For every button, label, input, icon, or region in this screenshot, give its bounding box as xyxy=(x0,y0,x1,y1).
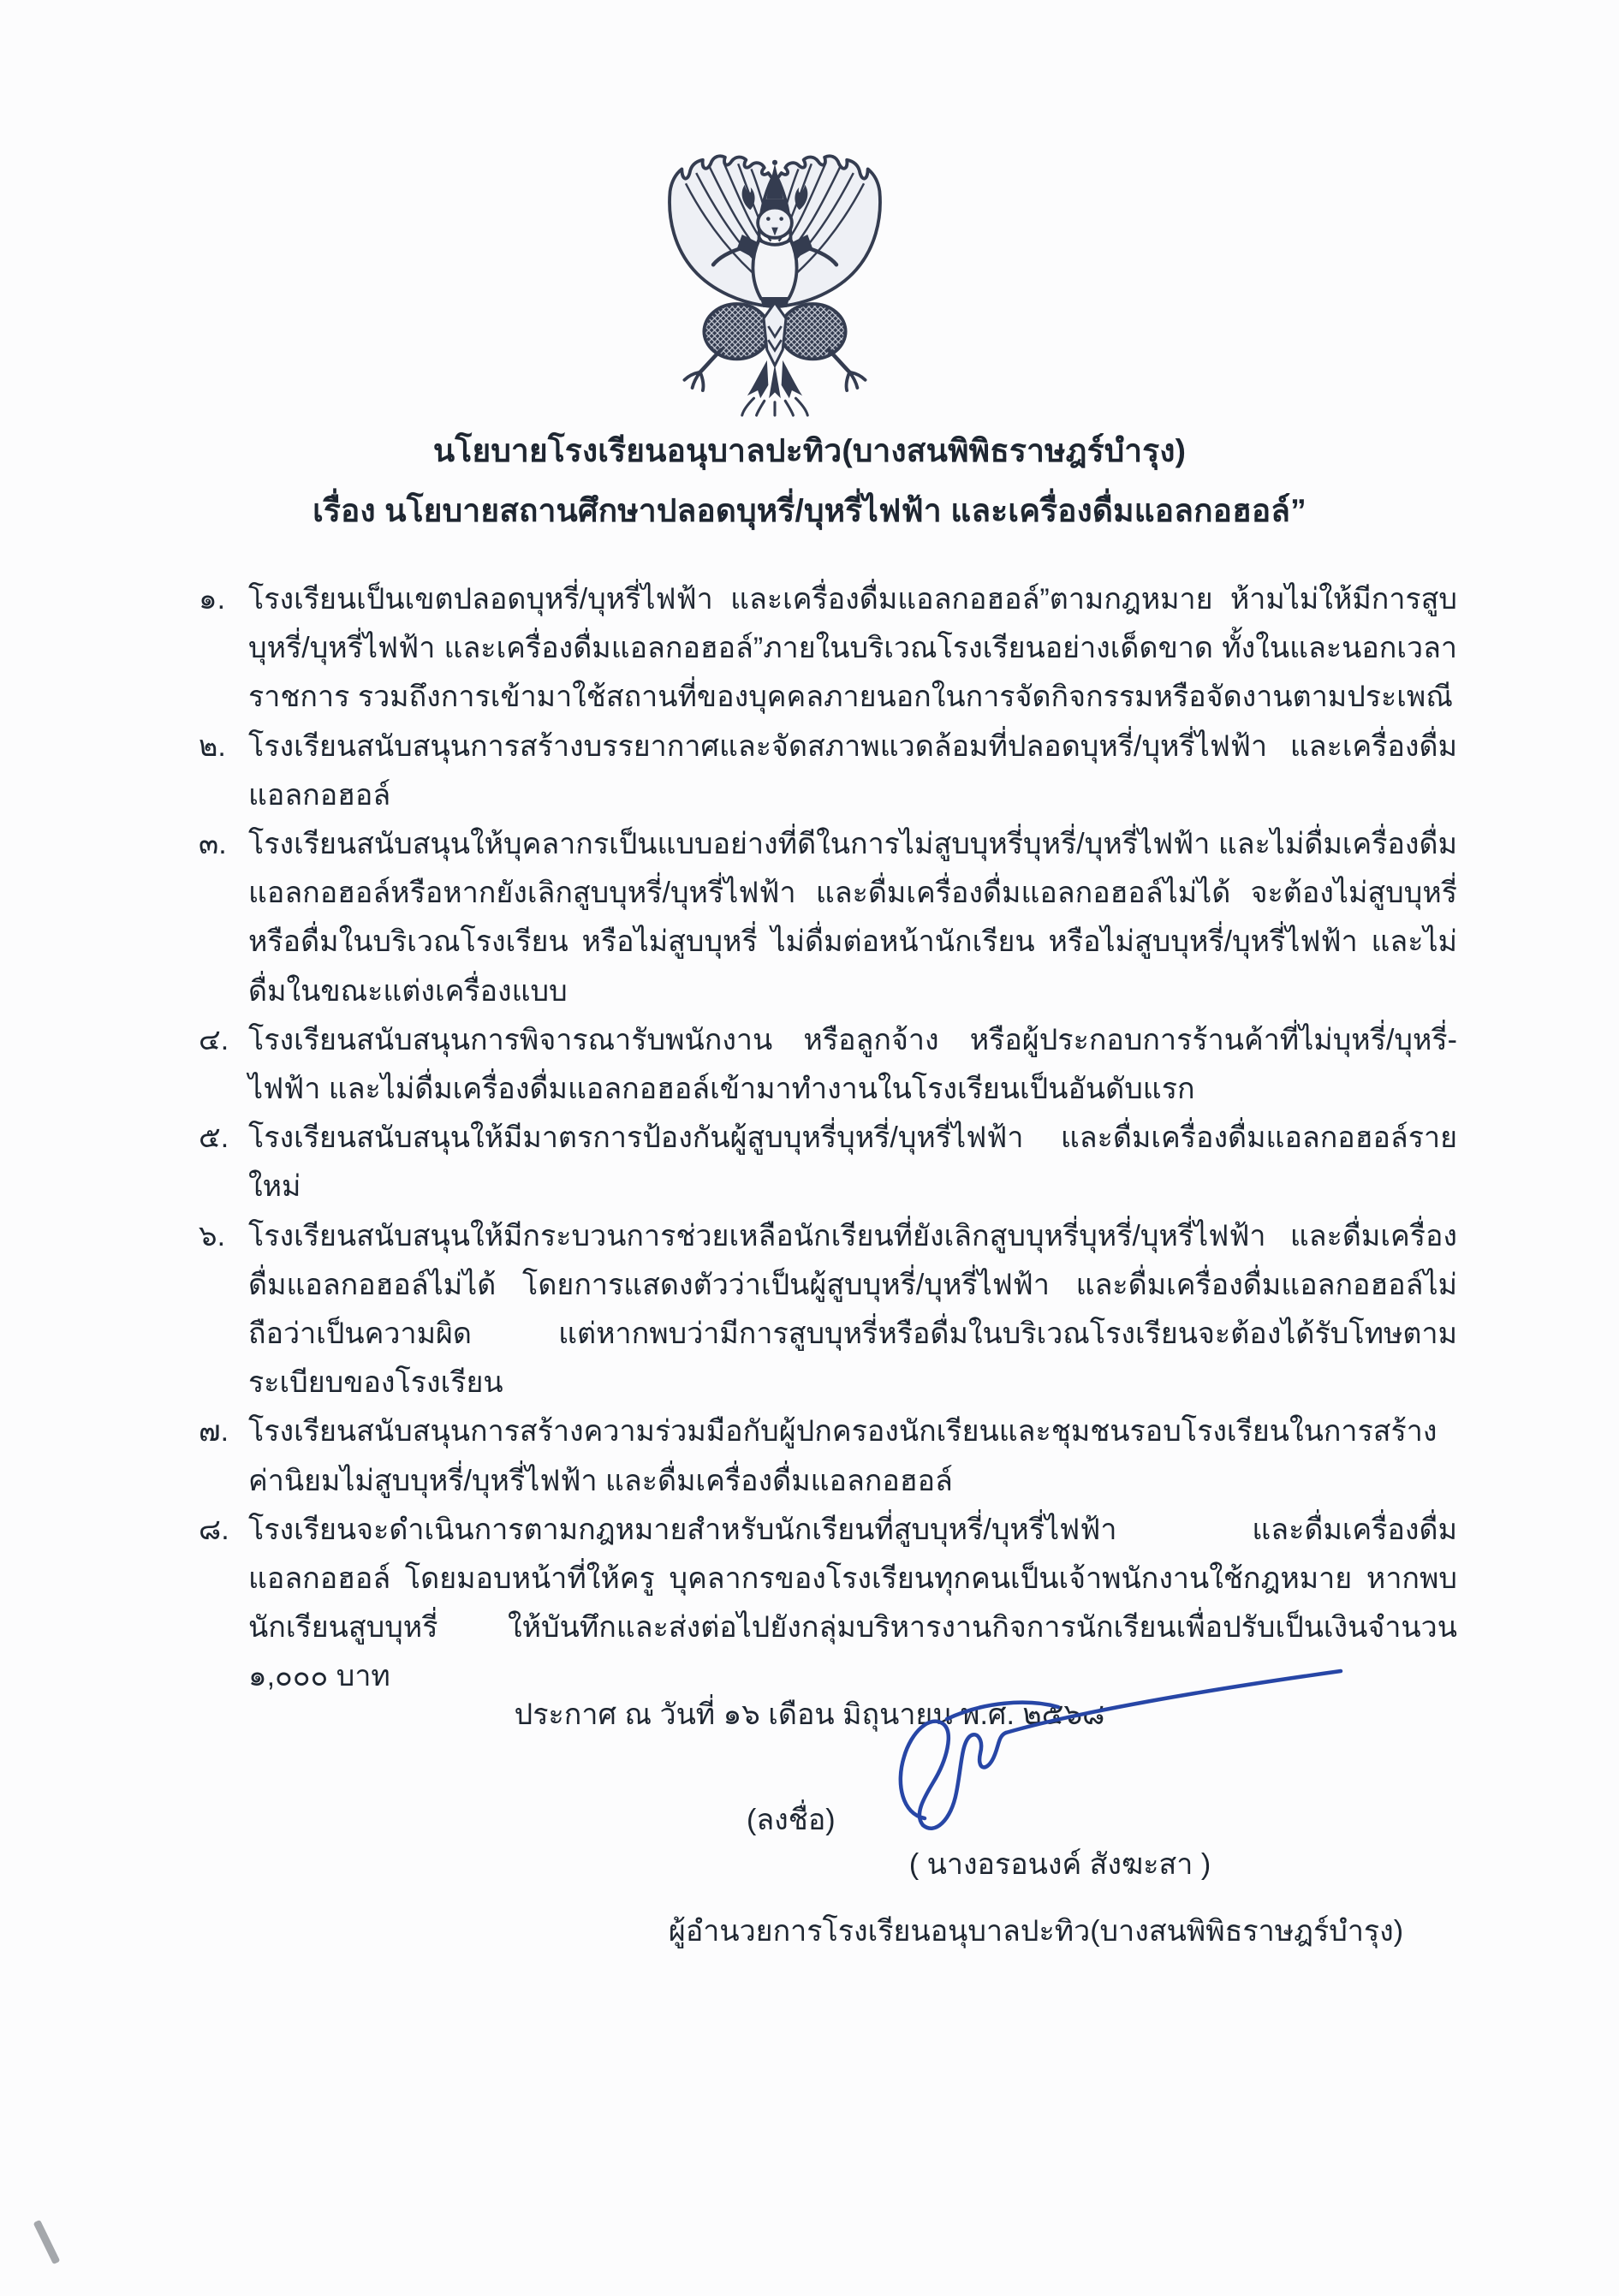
scan-artifact-mark xyxy=(33,2220,61,2264)
item-number: ๕. xyxy=(199,1121,229,1155)
item-number: ๔. xyxy=(199,1023,229,1056)
policy-item-4 xyxy=(199,1016,1457,1114)
policy-items-list xyxy=(199,575,1457,1702)
sign-here-label: (ลงชื่อ) xyxy=(747,1804,836,1836)
item-number: ๒. xyxy=(199,729,226,763)
title-line-1: นโยบายโรงเรียนอนุบาลปะทิว(บางสนพิพิธราษฎร์บำรุง) xyxy=(432,433,1187,468)
item-number: ๓. xyxy=(199,828,227,861)
signer-position: ผู้อำนวยการโรงเรียนอนุบาลปะทิว(บางสนพิพิธราษฎร์บำรุง) xyxy=(668,1915,1404,1948)
garuda-emblem-icon xyxy=(644,141,906,417)
item-text: โรงเรียนเป็นเขตปลอดบุหรี่/บุหรี่ไฟฟ้า และเครื่องดื่มแอลกอฮอล์”ตามกฎหมาย ห้ามไม่ให้มีการสูบบุหรี่/บุหรี่ไฟฟ้า และเครื่องดื่มแอลกอฮอล์”ภายในบริเวณโรงเรียนอย่างเด็ดขาด ทั้งในและนอกเวลาราชการ รวมถึงการเข้ามาใช้สถานที่ของบุคคลภายนอกในการจัดกิจกรรมหรือจัดงานตามประเพณี xyxy=(248,583,1457,714)
item-number: ๘. xyxy=(199,1513,229,1546)
announcement-date-line: ประกาศ ณ วันที่ ๑๖ เดือน มิถุนายน พ.ศ. ๒๕๖๘ xyxy=(514,1698,1105,1731)
title-line-2: เรื่อง นโยบายสถานศึกษาปลอดบุหรี่/บุหรี่ไฟฟ้า และเครื่องดื่มแอลกอฮอล์” xyxy=(312,493,1307,528)
policy-item-3 xyxy=(199,820,1457,1016)
signer-name: ( นางอรอนงค์ สังฆะสา ) xyxy=(908,1848,1211,1881)
document-title xyxy=(0,421,1619,541)
item-text: โรงเรียนสนับสนุนให้มีมาตรการป้องกันผู้สูบบุหรี่บุหรี่/บุหรี่ไฟฟ้า และดื่มเครื่องดื่มแอลกอฮอล์รายใหม่ xyxy=(248,1121,1457,1204)
item-text: โรงเรียนจะดำเนินการตามกฎหมายสำหรับนักเรียนที่สูบบุหรี่/บุหรี่ไฟฟ้า และดื่มเครื่องดื่มแอลกอฮอล์ โดยมอบหน้าที่ให้ครู บุคลากรของโรงเรียนทุกคนเป็นเจ้าพนักงานใช้กฎหมาย หากพบนักเรียนสูบบุหรี่ ให้บันทึกและส่งต่อไปยังกลุ่มบริหารงานกิจการนักเรียนเพื่อปรับเป็นเงินจำนวน ๑,๐๐๐ บาท xyxy=(248,1513,1457,1693)
item-number: ๖. xyxy=(199,1219,226,1252)
policy-item-6 xyxy=(199,1212,1457,1408)
policy-item-5 xyxy=(199,1114,1457,1211)
policy-item-2 xyxy=(199,723,1457,820)
handwritten-signature xyxy=(872,1663,1351,1855)
item-text: โรงเรียนสนับสนุนให้มีกระบวนการช่วยเหลือนักเรียนที่ยังเลิกสูบบุหรี่บุหรี่/บุหรี่ไฟฟ้า และดื่มเครื่องดื่มแอลกอฮอล์ไม่ได้ โดยการแสดงตัวว่าเป็นผู้สูบบุหรี่/บุหรี่ไฟฟ้า และดื่มเครื่องดื่มแอลกอฮอล์ไม่ถือว่าเป็นความผิด แต่หากพบว่ามีการสูบบุหรี่หรือดื่มในบริเวณโรงเรียนจะต้องได้รับโทษตามระเบียบของโรงเรียน xyxy=(248,1219,1457,1400)
item-text: โรงเรียนสนับสนุนการพิจารณารับพนักงาน หรือลูกจ้าง หรือผู้ประกอบการร้านค้าที่ไม่บุหรี่/บุหรี่-ไฟฟ้า และไม่ดื่มเครื่องดื่มแอลกอฮอล์เข้ามาทำงานในโรงเรียนเป็นอันดับแรก xyxy=(248,1023,1457,1106)
item-number: ๗. xyxy=(199,1415,229,1448)
item-text: โรงเรียนสนับสนุนให้บุคลากรเป็นแบบอย่างที่ดีในการไม่สูบบุหรี่บุหรี่/บุหรี่ไฟฟ้า และไม่ดื่มเครื่องดื่มแอลกอฮอล์หรือหากยังเลิกสูบบุหรี่/บุหรี่ไฟฟ้า และดื่มเครื่องดื่มแอลกอฮอล์ไม่ได้ จะต้องไม่สูบบุหรี่หรือดื่มในบริเวณโรงเรียน หรือไม่สูบบุหรี่ ไม่ดื่มต่อหน้านักเรียน หรือไม่สูบบุหรี่/บุหรี่ไฟฟ้า และไม่ดื่มในขณะแต่งเครื่องแบบ xyxy=(248,828,1457,1008)
policy-item-1 xyxy=(199,575,1457,723)
policy-item-7 xyxy=(199,1407,1457,1505)
item-text: โรงเรียนสนับสนุนการสร้างความร่วมมือกับผู้ปกครองนักเรียนและชุมชนรอบโรงเรียนในการสร้างค่านิยมไม่สูบบุหรี่/บุหรี่ไฟฟ้า และดื่มเครื่องดื่มแอลกอฮอล์ xyxy=(248,1415,1437,1497)
item-text: โรงเรียนสนับสนุนการสร้างบรรยากาศและจัดสภาพแวดล้อมที่ปลอดบุหรี่/บุหรี่ไฟฟ้า และเครื่องดื่มแอลกอฮอล์ xyxy=(248,729,1457,812)
item-number: ๑. xyxy=(199,583,226,616)
